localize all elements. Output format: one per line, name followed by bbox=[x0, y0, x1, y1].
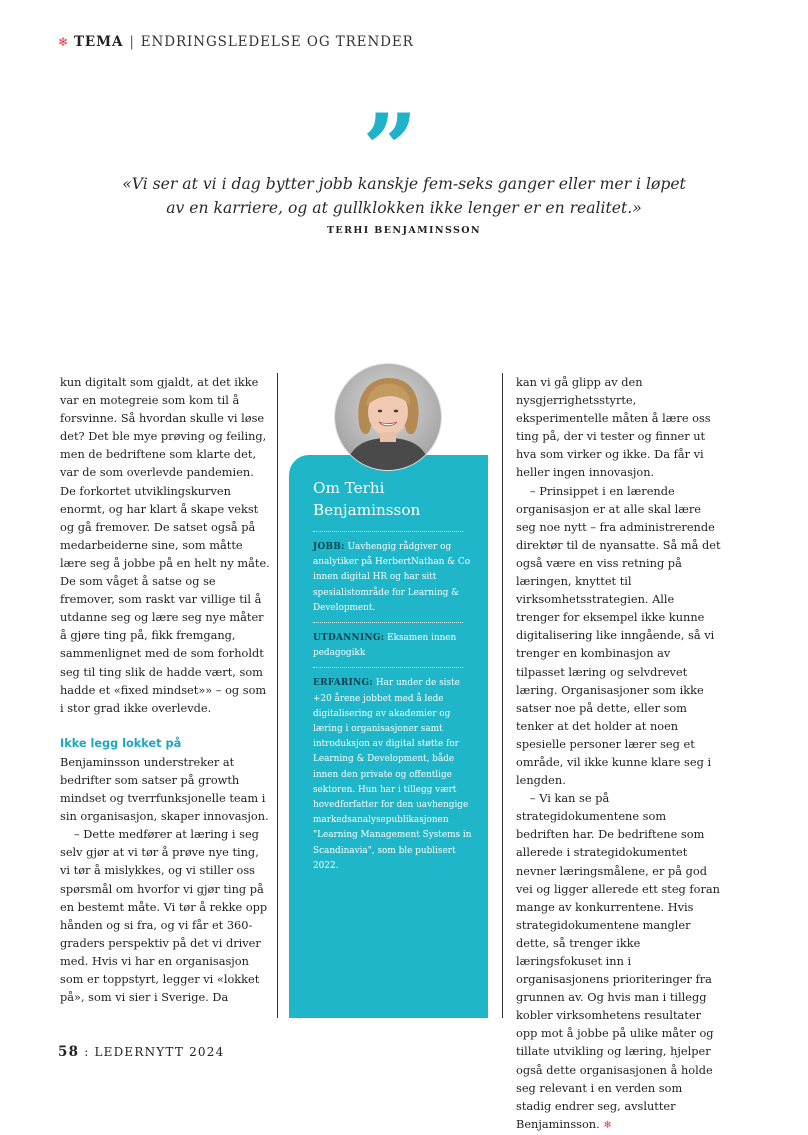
right-paragraph-1: kan vi gå glipp av den nysgjerrighetsstyrte, eksperimentelle måten å lære oss ting på, der vi tester og finner ut hva som virker og ikke. Da får vi heller ingen innovasjon. bbox=[516, 375, 711, 480]
experience-info bbox=[313, 676, 474, 874]
pull-quote bbox=[110, 172, 698, 220]
profile-sidebar bbox=[289, 455, 488, 1018]
education-text: Eksamen innen pedagogikk bbox=[313, 633, 457, 659]
portrait-image bbox=[335, 364, 441, 470]
education-label: UTDANNING: bbox=[313, 633, 385, 644]
page-number: 58 bbox=[58, 1044, 80, 1060]
column-rule-right bbox=[502, 373, 503, 1018]
right-paragraph-2: – Prinsippet i en lærende organisasjon er at alle skal lære seg noe nytt – fra administrerende direktør til de nyansatte. Så må det også være en viss retning på læringen, knyttet til virksomhetsstrategien. Alle trenger for eksempel ikke kunne digitalisering like inngående, så vi trenger en kombinasjon av tilpasset læring og selvdrevet læring. Organisasjoner som ikke satser noe på dette, eller som tenker at det holder at noen spesielle personer lærer seg et område, vil ikke kunne klare seg i lengden. bbox=[516, 483, 721, 788]
end-mark-icon: ❄ bbox=[603, 1119, 612, 1131]
left-column bbox=[60, 373, 270, 1006]
section-header bbox=[58, 34, 414, 50]
job-info bbox=[313, 540, 474, 616]
pull-quote-line-1: «Vi ser at vi i dag bytter jobb kanskje fem-seks ganger eller mer i løpet bbox=[122, 175, 686, 193]
right-paragraph-3 bbox=[516, 789, 721, 1135]
left-paragraph-2: Benjaminsson understreker at bedrifter som satser på growth mindset og tverrfunksjonelle team i sin organisasjon, skaper innovasjon. bbox=[60, 754, 269, 824]
quote-author: TERHI BENJAMINSSON bbox=[326, 225, 482, 236]
right-paragraph-3-text: – Vi kan se på strategidokumentene som bedriften har. De bedriftene som allerede i strategidokumentet nevner læringsmålene, er på god vei og ligger allerede ett steg foran mange av konkurrentene. Hvis strategidokumentene mangler dette, så trenger ikke læringsfokuset inn i organisasjonens prioriteringer fra grunnen av. Og hvis man i tillegg kobler virksomhetens resultater opp mot å jobbe på ulike måter og tillate utvikling og læring, hjelper også dette organisasjonen å holde seg relevant i en verden som stadig endrer seg, avslutter Benjaminsson. bbox=[516, 791, 720, 1131]
dotted-divider bbox=[313, 622, 463, 623]
sidebar-title: Om Terhi Benjaminsson bbox=[313, 479, 421, 519]
job-text: Uavhengig rådgiver og analytiker på HerbertNathan & Co innen digital HR og har sitt spesialistområde for Learning & Development. bbox=[313, 542, 471, 613]
left-paragraph-1: kun digitalt som gjaldt, at det ikke var en motegreie som kom til å forsvinne. Så hvordan skulle vi løse det? Det ble mye prøving og feiling, men de bedriftene som klarte det, var de som overlevde pandemien. De forkortet utviklingskurven enormt, og har klart å skape vekst og gå fremover. De satset også på medarbeiderne sine, som måtte lære seg å jobbe på en helt ny måte. De som våget å satse og se fremover, som raskt var villige til å utdanne seg og lære seg nye måter å gjøre ting på, fikk fremgang, sammenlignet med de som forholdt seg til ting slik de hadde vært, som hadde et «fixed mindset»» – og som i stor grad ikke overlevde. bbox=[60, 375, 270, 715]
snowflake-icon: ❄ bbox=[58, 35, 69, 49]
quote-mark-icon: ” bbox=[362, 93, 418, 206]
section-title: ENDRINGSLEDELSE OG TRENDER bbox=[140, 34, 414, 50]
education-info bbox=[313, 631, 474, 661]
column-rule-left bbox=[277, 373, 278, 1018]
portrait-photo bbox=[335, 364, 441, 470]
experience-text: Har under de siste +20 årene jobbet med å lede digitalisering av akademier og læring i organisasjoner samt introduksjon av digital støtte for Learning & Development, både innen den private og offentlige sektoren. Hun har i tillegg vært hovedforfatter for den uavhengige markedsanalysepublikasjonen "Learning Management Systems in Scandinavia", som ble publisert 2022. bbox=[313, 678, 472, 871]
header-separator: | bbox=[129, 34, 135, 50]
right-column bbox=[516, 373, 721, 1135]
left-paragraph-3: – Dette medfører at læring i seg selv gjør at vi tør å prøve nye ting, vi tør å mislykkes, og vi stiller oss spørsmål om hvorfor vi gjør ting på en bestemt måte. Vi tør å rekke opp hånden og si fra, og vi får et 360-graders perspektiv på det vi driver med. Hvis vi har en organisasjon som er toppstyrt, legger vi «lokket på», som vi sier i Sverige. Da bbox=[60, 827, 268, 1005]
section-label: TEMA bbox=[73, 34, 124, 50]
job-label: JOBB: bbox=[313, 542, 345, 552]
dotted-divider bbox=[313, 667, 463, 668]
subheading: Ikke legg lokket på bbox=[60, 736, 182, 750]
pull-quote-line-2: av en karriere, og at gullklokken ikke lenger er en realitet.» bbox=[166, 199, 642, 217]
dotted-divider bbox=[313, 531, 463, 532]
experience-label: ERFARING: bbox=[313, 678, 374, 689]
publication-name: : LEDERNYTT 2024 bbox=[84, 1045, 225, 1059]
page-footer bbox=[58, 1044, 224, 1060]
